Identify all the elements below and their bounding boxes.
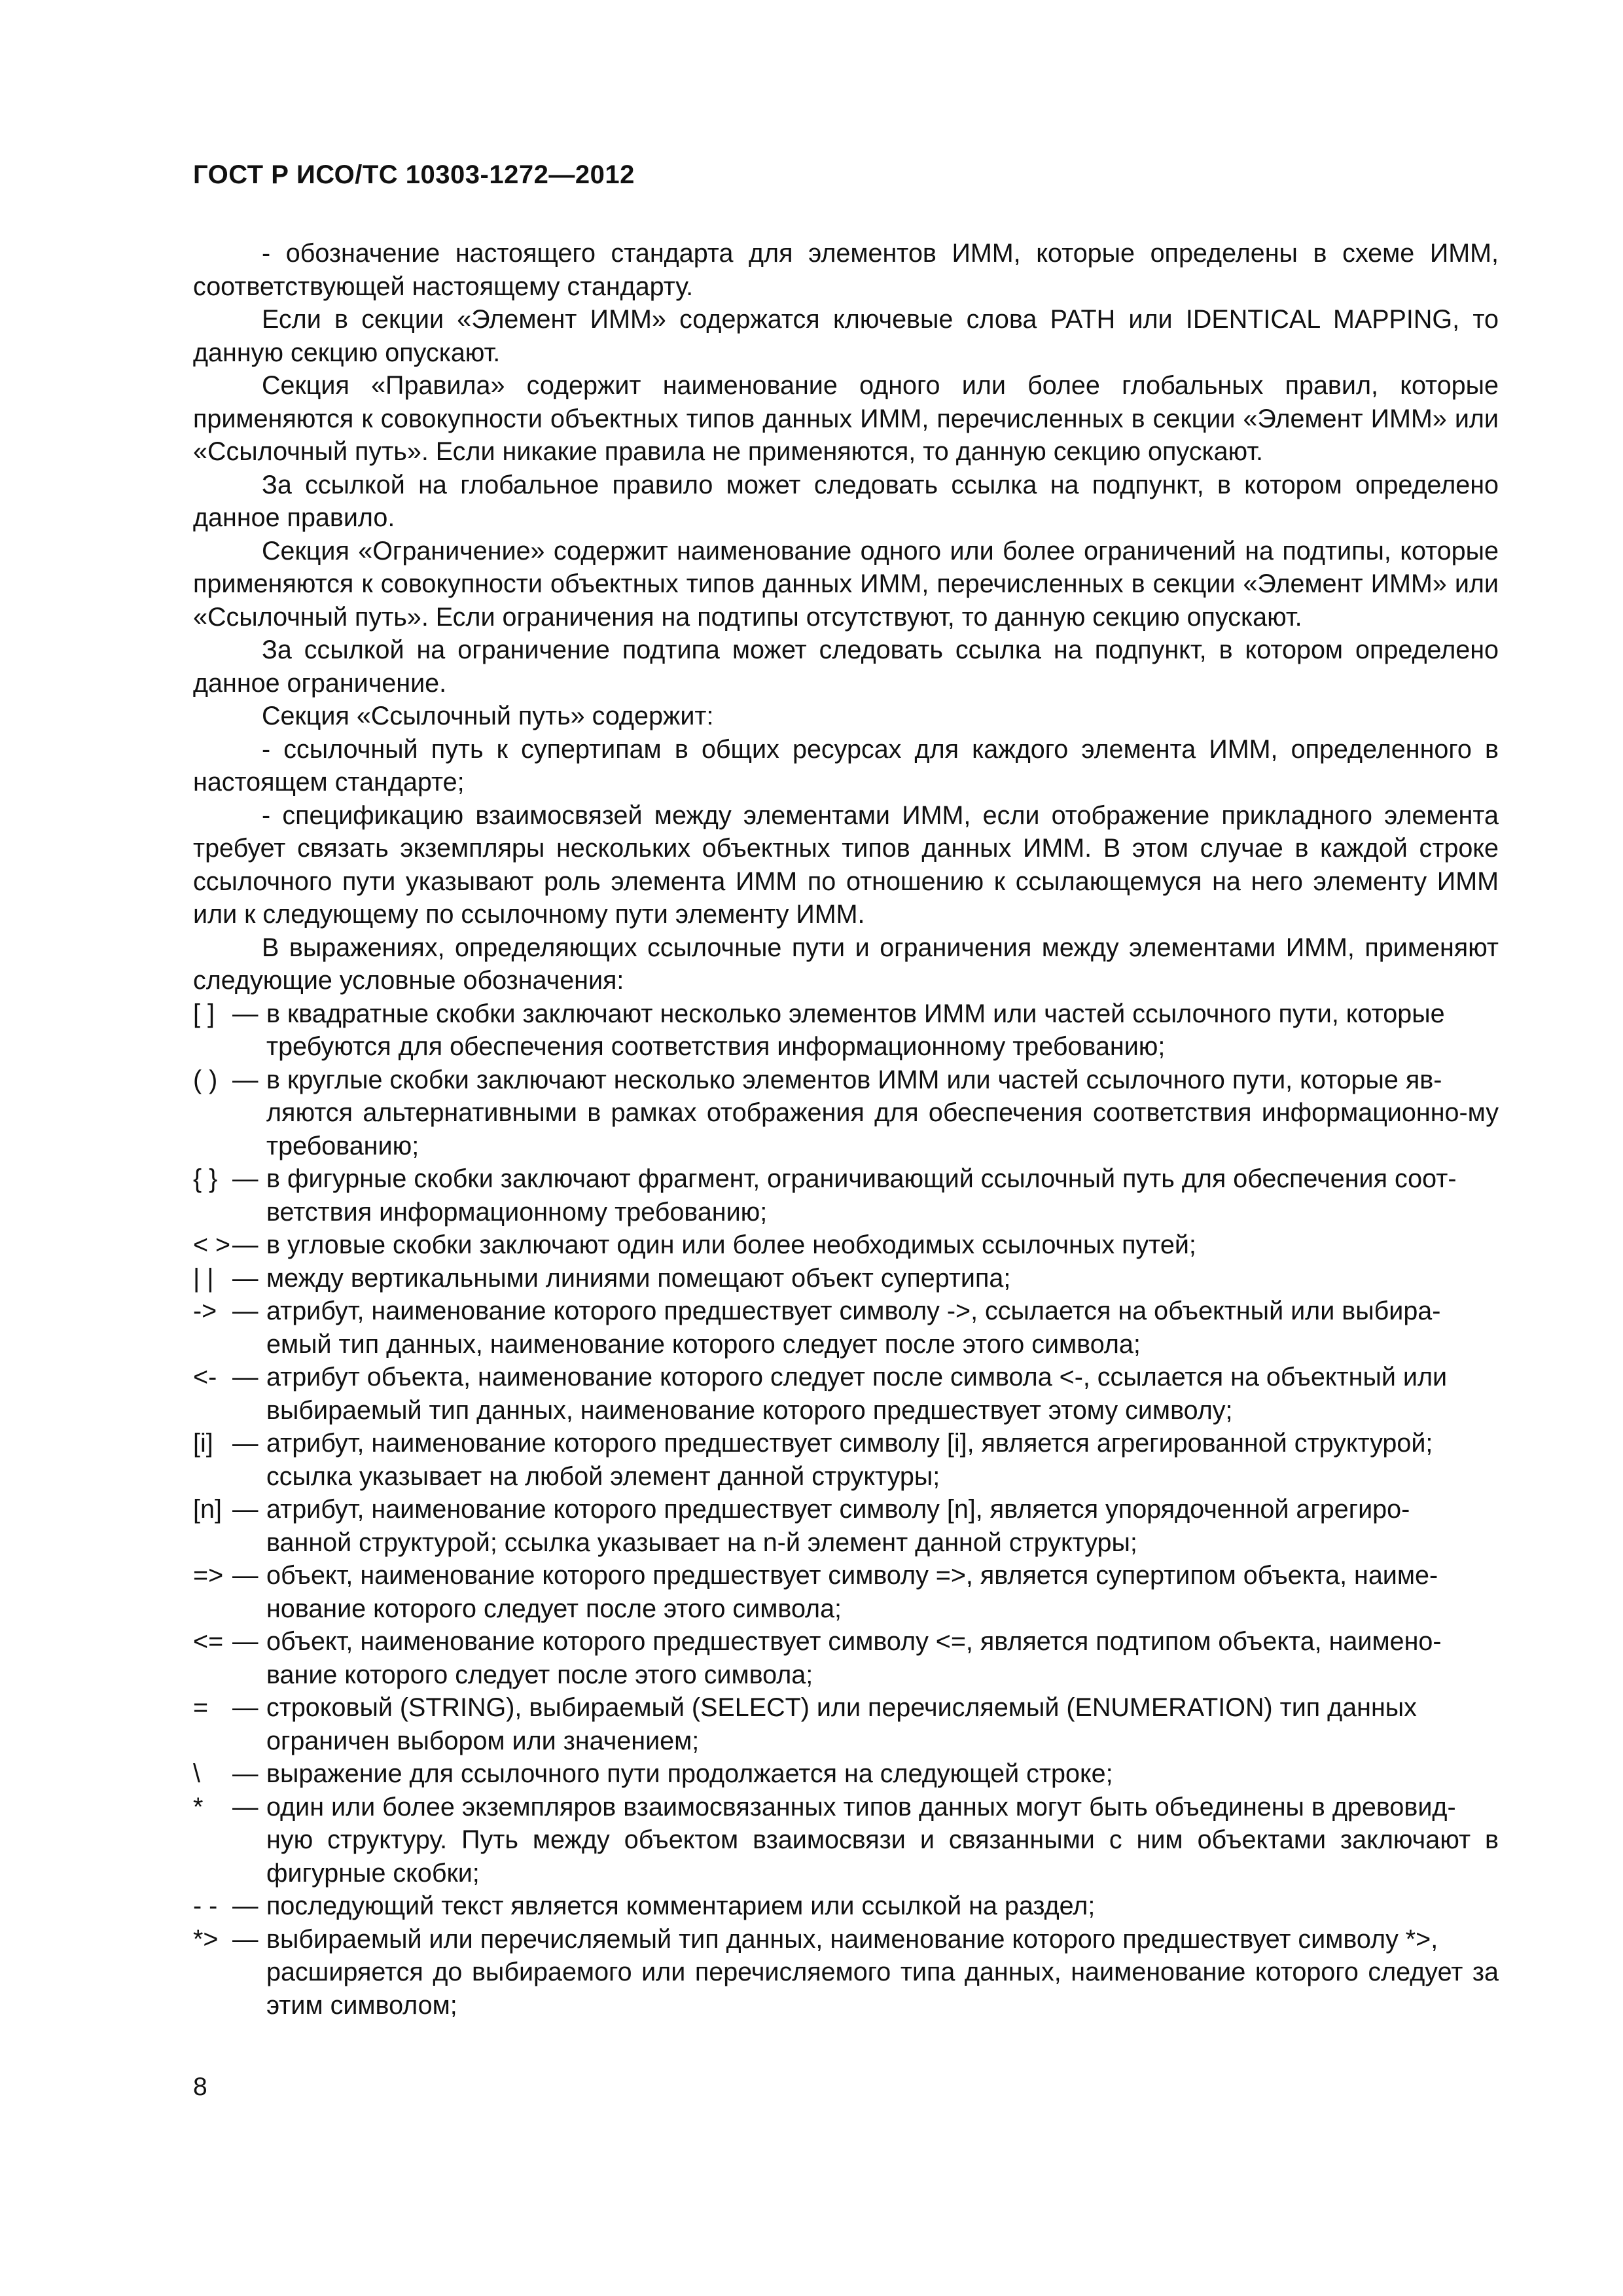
notation-dash: —: [232, 1561, 259, 1590]
standard-code-header: ГОСТ Р ИСО/ТС 10303-1272—2012: [193, 160, 635, 189]
notation-item: [193, 1791, 1499, 1890]
notation-text-first: между вертикальными линиями помещают объект супертипа;: [266, 1263, 1011, 1293]
notation-dash: —: [232, 1759, 259, 1788]
notation-item: [193, 1625, 1499, 1691]
notation-symbol: | |: [193, 1263, 214, 1293]
notation-item: [193, 1923, 1499, 2022]
notation-dash: —: [232, 1263, 259, 1293]
notation-text-rest: выбираемый тип данных, наименование которого предшествует этому символу;: [266, 1395, 1233, 1425]
notation-symbol: ->: [193, 1297, 217, 1325]
notation-text-rest: ссылка указывает на любой элемент данной структуры;: [266, 1462, 940, 1491]
notation-text-first: атрибут, наименование которого предшествует символу ->, ссылается на объектный или выбира-: [266, 1297, 1441, 1325]
notation-text-first: в фигурные скобки заключают фрагмент, ограничивающий ссылочный путь для обеспечения соот-: [266, 1164, 1457, 1193]
notation-dash: —: [232, 1693, 259, 1722]
notation-item: [193, 1890, 1499, 1923]
notation-symbol: ( ): [193, 1065, 218, 1094]
notation-dash: —: [232, 1792, 259, 1821]
notation-dash: —: [232, 1297, 259, 1325]
notation-dash: —: [232, 999, 259, 1028]
notation-dash: —: [232, 1230, 259, 1259]
notation-text-first: в угловые скобки заключают один или более необходимых ссылочных путей;: [266, 1230, 1196, 1259]
notation-symbol: =>: [193, 1561, 224, 1590]
notation-item: [193, 1262, 1499, 1295]
notation-item: [193, 1493, 1499, 1559]
notation-text-rest: расширяется до выбираемого или перечисляемого типа данных, наименование которого следует за этим символом;: [266, 1958, 1499, 2020]
notation-text-first: атрибут, наименование которого предшествует символу [n], является упорядоченной агрегиро-: [266, 1495, 1410, 1524]
notation-text-first: в круглые скобки заключают несколько элементов ИММ или частей ссылочного пути, которые яв-: [266, 1065, 1442, 1094]
notation-text-first: последующий текст является комментарием или ссылкой на раздел;: [266, 1892, 1096, 1920]
paragraph: - обозначение настоящего стандарта для элементов ИММ, которые определены в схеме ИММ, соответствующей настоящему стандарту.: [193, 239, 1499, 301]
notation-text-rest: ванной структурой; ссылка указывает на n-й элемент данной структуры;: [266, 1528, 1137, 1557]
body-text: [193, 237, 1499, 2022]
notation-text-first: один или более экземпляров взаимосвязанных типов данных могут быть объединены в древовид-: [266, 1792, 1456, 1821]
paragraph: Если в секции «Элемент ИММ» содержатся ключевые слова PATH или IDENTICAL MAPPING, то данную секцию опускают.: [193, 305, 1499, 367]
notation-symbol: =: [193, 1693, 209, 1722]
notation-item: [193, 1361, 1499, 1427]
notation-symbol: <=: [193, 1627, 224, 1656]
paragraph: Секция «Правила» содержит наименование одного или более глобальных правил, которые применяются к совокупности объектных типов данных ИММ, перечисленных в секции «Элемент ИММ» или «Ссылочный путь». Если никакие правила не применяются, то данную секцию опускают.: [193, 371, 1499, 466]
notation-text-rest: ляются альтернативными в рамках отображения для обеспечения соответствия информационно-му требованию;: [266, 1098, 1499, 1160]
notation-symbol: [n]: [193, 1495, 222, 1524]
notation-dash: —: [232, 1429, 259, 1458]
notation-text-rest: ветствия информационному требованию;: [266, 1197, 768, 1227]
notation-dash: —: [232, 1924, 259, 1954]
page-number: 8: [193, 2073, 207, 2101]
notation-symbol: { }: [193, 1164, 218, 1193]
notation-symbol: \: [193, 1759, 200, 1788]
paragraph: Секция «Ссылочный путь» содержит:: [262, 702, 714, 730]
notation-symbol: [i]: [193, 1429, 213, 1458]
notation-item: [193, 1757, 1499, 1791]
notation-text-first: атрибут объекта, наименование которого следует после символа <-, ссылается на объектный или: [266, 1363, 1448, 1391]
notation-item: [193, 1064, 1499, 1163]
notation-dash: —: [232, 1495, 259, 1524]
notation-text-first: атрибут, наименование которого предшествует символу [i], является агрегированной структурой;: [266, 1429, 1433, 1458]
notation-text-first: строковый (STRING), выбираемый (SELECT) или перечисляемый (ENUMERATION) тип данных: [266, 1693, 1417, 1722]
paragraph: Секция «Ограничение» содержит наименование одного или более ограничений на подтипы, которые применяются к совокупности объектных типов данных ИММ, перечисленных в секции «Элемент ИММ» или «Ссылочный путь». Если ограничения на подтипы отсутствуют, то данную секцию опускают.: [193, 536, 1499, 632]
notation-text-rest: нование которого следует после этого символа;: [266, 1594, 842, 1623]
paragraph: За ссылкой на глобальное правило может следовать ссылка на подпункт, в котором определено данное правило.: [193, 470, 1499, 532]
notation-text-first: выражение для ссылочного пути продолжается на следующей строке;: [266, 1759, 1113, 1788]
notation-dash: —: [232, 1363, 259, 1391]
notation-text-first: в квадратные скобки заключают несколько элементов ИММ или частей ссылочного пути, которые: [266, 999, 1445, 1028]
notation-item: [193, 1162, 1499, 1229]
notation-text-rest: ную структуру. Путь между объектом взаимосвязи и связанными с ним объектами заключают в фигурные скобки;: [266, 1825, 1499, 1888]
notation-item: [193, 1559, 1499, 1625]
notation-item: [193, 1691, 1499, 1757]
notation-symbol: *: [193, 1792, 204, 1821]
paragraph: - спецификацию взаимосвязей между элементами ИММ, если отображение прикладного элемента требует связать экземпляры нескольких объектных типов данных ИММ. В этом случае в каждой строке ссылочного пути указывают роль элемента ИММ по отношению к ссылающемуся на него элементу ИММ или к следующему по ссылочному пути элементу ИММ.: [193, 800, 1499, 929]
notation-item: [193, 1295, 1499, 1361]
notation-symbol: < >: [193, 1230, 231, 1259]
notation-symbol: <-: [193, 1363, 217, 1391]
notation-dash: —: [232, 1065, 259, 1094]
notation-symbol: *>: [193, 1924, 219, 1954]
notation-item: [193, 1229, 1499, 1262]
paragraph: В выражениях, определяющих ссылочные пути и ограничения между элементами ИММ, применяют следующие условные обозначения:: [193, 933, 1499, 995]
notation-text-rest: емый тип данных, наименование которого следует после этого символа;: [266, 1329, 1141, 1359]
paragraph: За ссылкой на ограничение подтипа может следовать ссылка на подпункт, в котором определено данное ограничение.: [193, 636, 1499, 698]
notation-text-rest: ограничен выбором или значением;: [266, 1726, 700, 1755]
notation-symbol: [ ]: [193, 999, 215, 1028]
notation-dash: —: [232, 1892, 259, 1920]
paragraph: - ссылочный путь к супертипам в общих ресурсах для каждого элемента ИММ, определенного в настоящем стандарте;: [193, 734, 1499, 797]
notation-dash: —: [232, 1164, 259, 1193]
notation-item: [193, 1427, 1499, 1493]
notation-text-first: объект, наименование которого предшествует символу =>, является супертипом объекта, наиме-: [266, 1561, 1438, 1590]
notation-text-first: объект, наименование которого предшествует символу <=, является подтипом объекта, наимено-: [266, 1627, 1442, 1656]
notation-item: [193, 997, 1499, 1064]
notation-text-first: выбираемый или перечисляемый тип данных, наименование которого предшествует символу *>,: [266, 1924, 1438, 1954]
notation-dash: —: [232, 1627, 259, 1656]
notation-text-rest: вание которого следует после этого символа;: [266, 1660, 813, 1689]
notation-list: [193, 997, 1499, 2022]
notation-text-rest: требуются для обеспечения соответствия информационному требованию;: [266, 1032, 1166, 1061]
notation-symbol: - -: [193, 1892, 218, 1920]
